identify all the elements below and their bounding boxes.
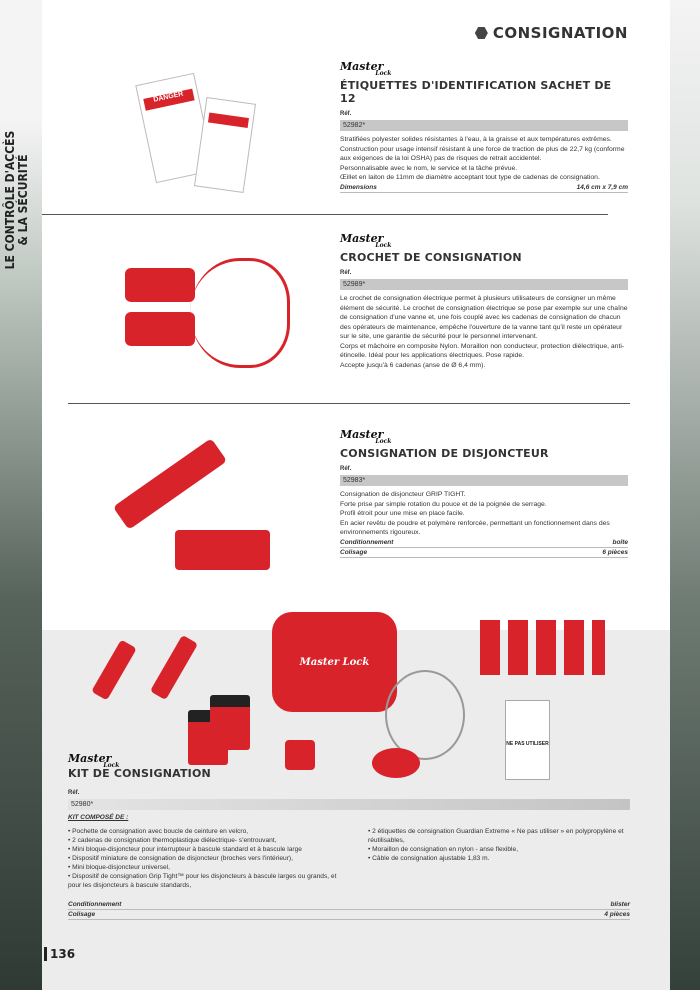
sidebar-section-label [4, 100, 30, 300]
hasp-shackle [190, 258, 290, 368]
product-title: ÉTIQUETTES D'IDENTIFICATION SACHET DE 12 [340, 79, 612, 105]
section-title: CONSIGNATION [492, 24, 628, 42]
cable-image [385, 670, 465, 760]
product-description: Stratifiées polyester solides résistantes à l'eau, à la graisse et aux températures extrêmes. Construction pour usage intensif résistant à une force de traction de plus de 22,7 kg (conforme aux exigences de la loi OSHA) pas de risques de retrait accidentel. Personnalisable avec le nom, le service et la tâche prévue. Œillet en laiton de 11mm de diamètre acceptant tout type de cadenas de consignation. [340, 136, 625, 181]
section-tag [475, 24, 628, 42]
ref-label: Réf. [68, 790, 80, 796]
padlock-image-2 [210, 695, 250, 750]
product-breaker [340, 428, 628, 558]
tag-label: DANGER [143, 89, 194, 111]
page-number: 136 [44, 947, 75, 961]
ref-value: 52982* [340, 120, 628, 131]
product-title: CROCHET DE CONSIGNATION [340, 251, 522, 264]
product-title: KIT DE CONSIGNATION [68, 767, 211, 780]
brand-logo: MasterLock [68, 752, 120, 769]
ref-label: Réf. [340, 270, 352, 276]
spec-row: Dimensions 14,6 cm x 7,9 cm [340, 183, 628, 191]
divider [42, 214, 608, 215]
ref-value: 52983* [340, 475, 628, 486]
hexagon-icon [475, 27, 488, 39]
ref-label: Réf. [340, 111, 352, 117]
spec-row: Conditionnement boîte [340, 538, 628, 546]
spec-row: Colisage 6 pièces [340, 548, 628, 556]
product-hasp [340, 232, 628, 370]
breaker-lockout-image-2 [175, 530, 270, 570]
brand-logo: MasterLock [340, 60, 392, 77]
product-description: Le crochet de consignation électrique permet à plusieurs utilisateurs de consigner un même élément de sécurité. Le crochet de consignation électrique se pose par exemple sur une chaîne de consignation d'une vanne et, une fois couplé avec les cadenas de consignation de chacun des opérateurs de maintenance, empêche l'ouverture de la vanne tant qu'il reste un opérateur sur le site, une garantie de sécurité pour le personnel intervenant. Corps et mâchoire en composite Nylon. Moraillon non conducteur, protection diélectrique, anti-étincelle. Idéal pour les applications électriques. Pose rapide. Accepte jusqu'à 6 cadenas (anse de Ø 6,4 mm). [340, 295, 628, 369]
kit-section [68, 752, 630, 920]
warning-tag-image: NE PAS UTILISER [505, 700, 550, 780]
breaker-set-image [480, 620, 605, 675]
product-description: Consignation de disjoncteur GRIP TIGHT. Forte prise par simple rotation du pouce et de la poignée de serrage. Profil étroit pour une mise en place facile. En acier revêtu de poudre et polymère renforcée, permettant un fonctionnement dans des environnements rigoureux. [340, 491, 610, 536]
product-tags [340, 60, 628, 193]
spec-row: Colisage 4 pièces [68, 911, 630, 918]
sidebar-line1: LE CONTRÔLE D'ACCÈS [3, 130, 17, 270]
product-title: CONSIGNATION DE DISJONCTEUR [340, 447, 549, 460]
ref-value: 52989* [340, 279, 628, 290]
ref-value: 52980* [68, 799, 630, 810]
hasp-image-2 [125, 312, 195, 346]
brand-logo: MasterLock [340, 428, 392, 445]
brand-logo: MasterLock [340, 232, 392, 249]
sidebar-line2: & LA SÉCURITÉ [16, 154, 30, 246]
kit-contents [68, 827, 630, 890]
kit-list-right: • 2 étiquettes de consignation Guardian Extreme « Ne pas utiliser » en polypropylène et réutilisables, • Moraillon de consignation en nylon - anse flexible, • Câble de consignation ajustable 1,83 m. [368, 827, 630, 890]
divider [68, 403, 630, 404]
ref-label: Réf. [340, 466, 352, 472]
hasp-image [125, 268, 195, 302]
pouch-image: Master Lock [272, 612, 397, 712]
right-band [670, 0, 700, 990]
kit-list-left: • Pochette de consignation avec boucle de ceinture en velcro, • 2 cadenas de consignation thermoplastique diélectrique- s'entrouvant, • Mini bloque-disjoncteur pour interrupteur à bascule standard et à bascule large • Dispositif miniature de consignation de disjoncteur (broches vers l'intérieur), • Mini bloque-disjoncteur universel, • Dispositif de consignation Grip Tight™ pour les disjoncteurs à bascule larges ou grands, et pour les disjoncteurs à bascule standards, [68, 827, 348, 890]
kit-composed-heading: KIT COMPOSÉ DE : [68, 814, 129, 821]
spec-row: Conditionnement blister [68, 901, 630, 908]
